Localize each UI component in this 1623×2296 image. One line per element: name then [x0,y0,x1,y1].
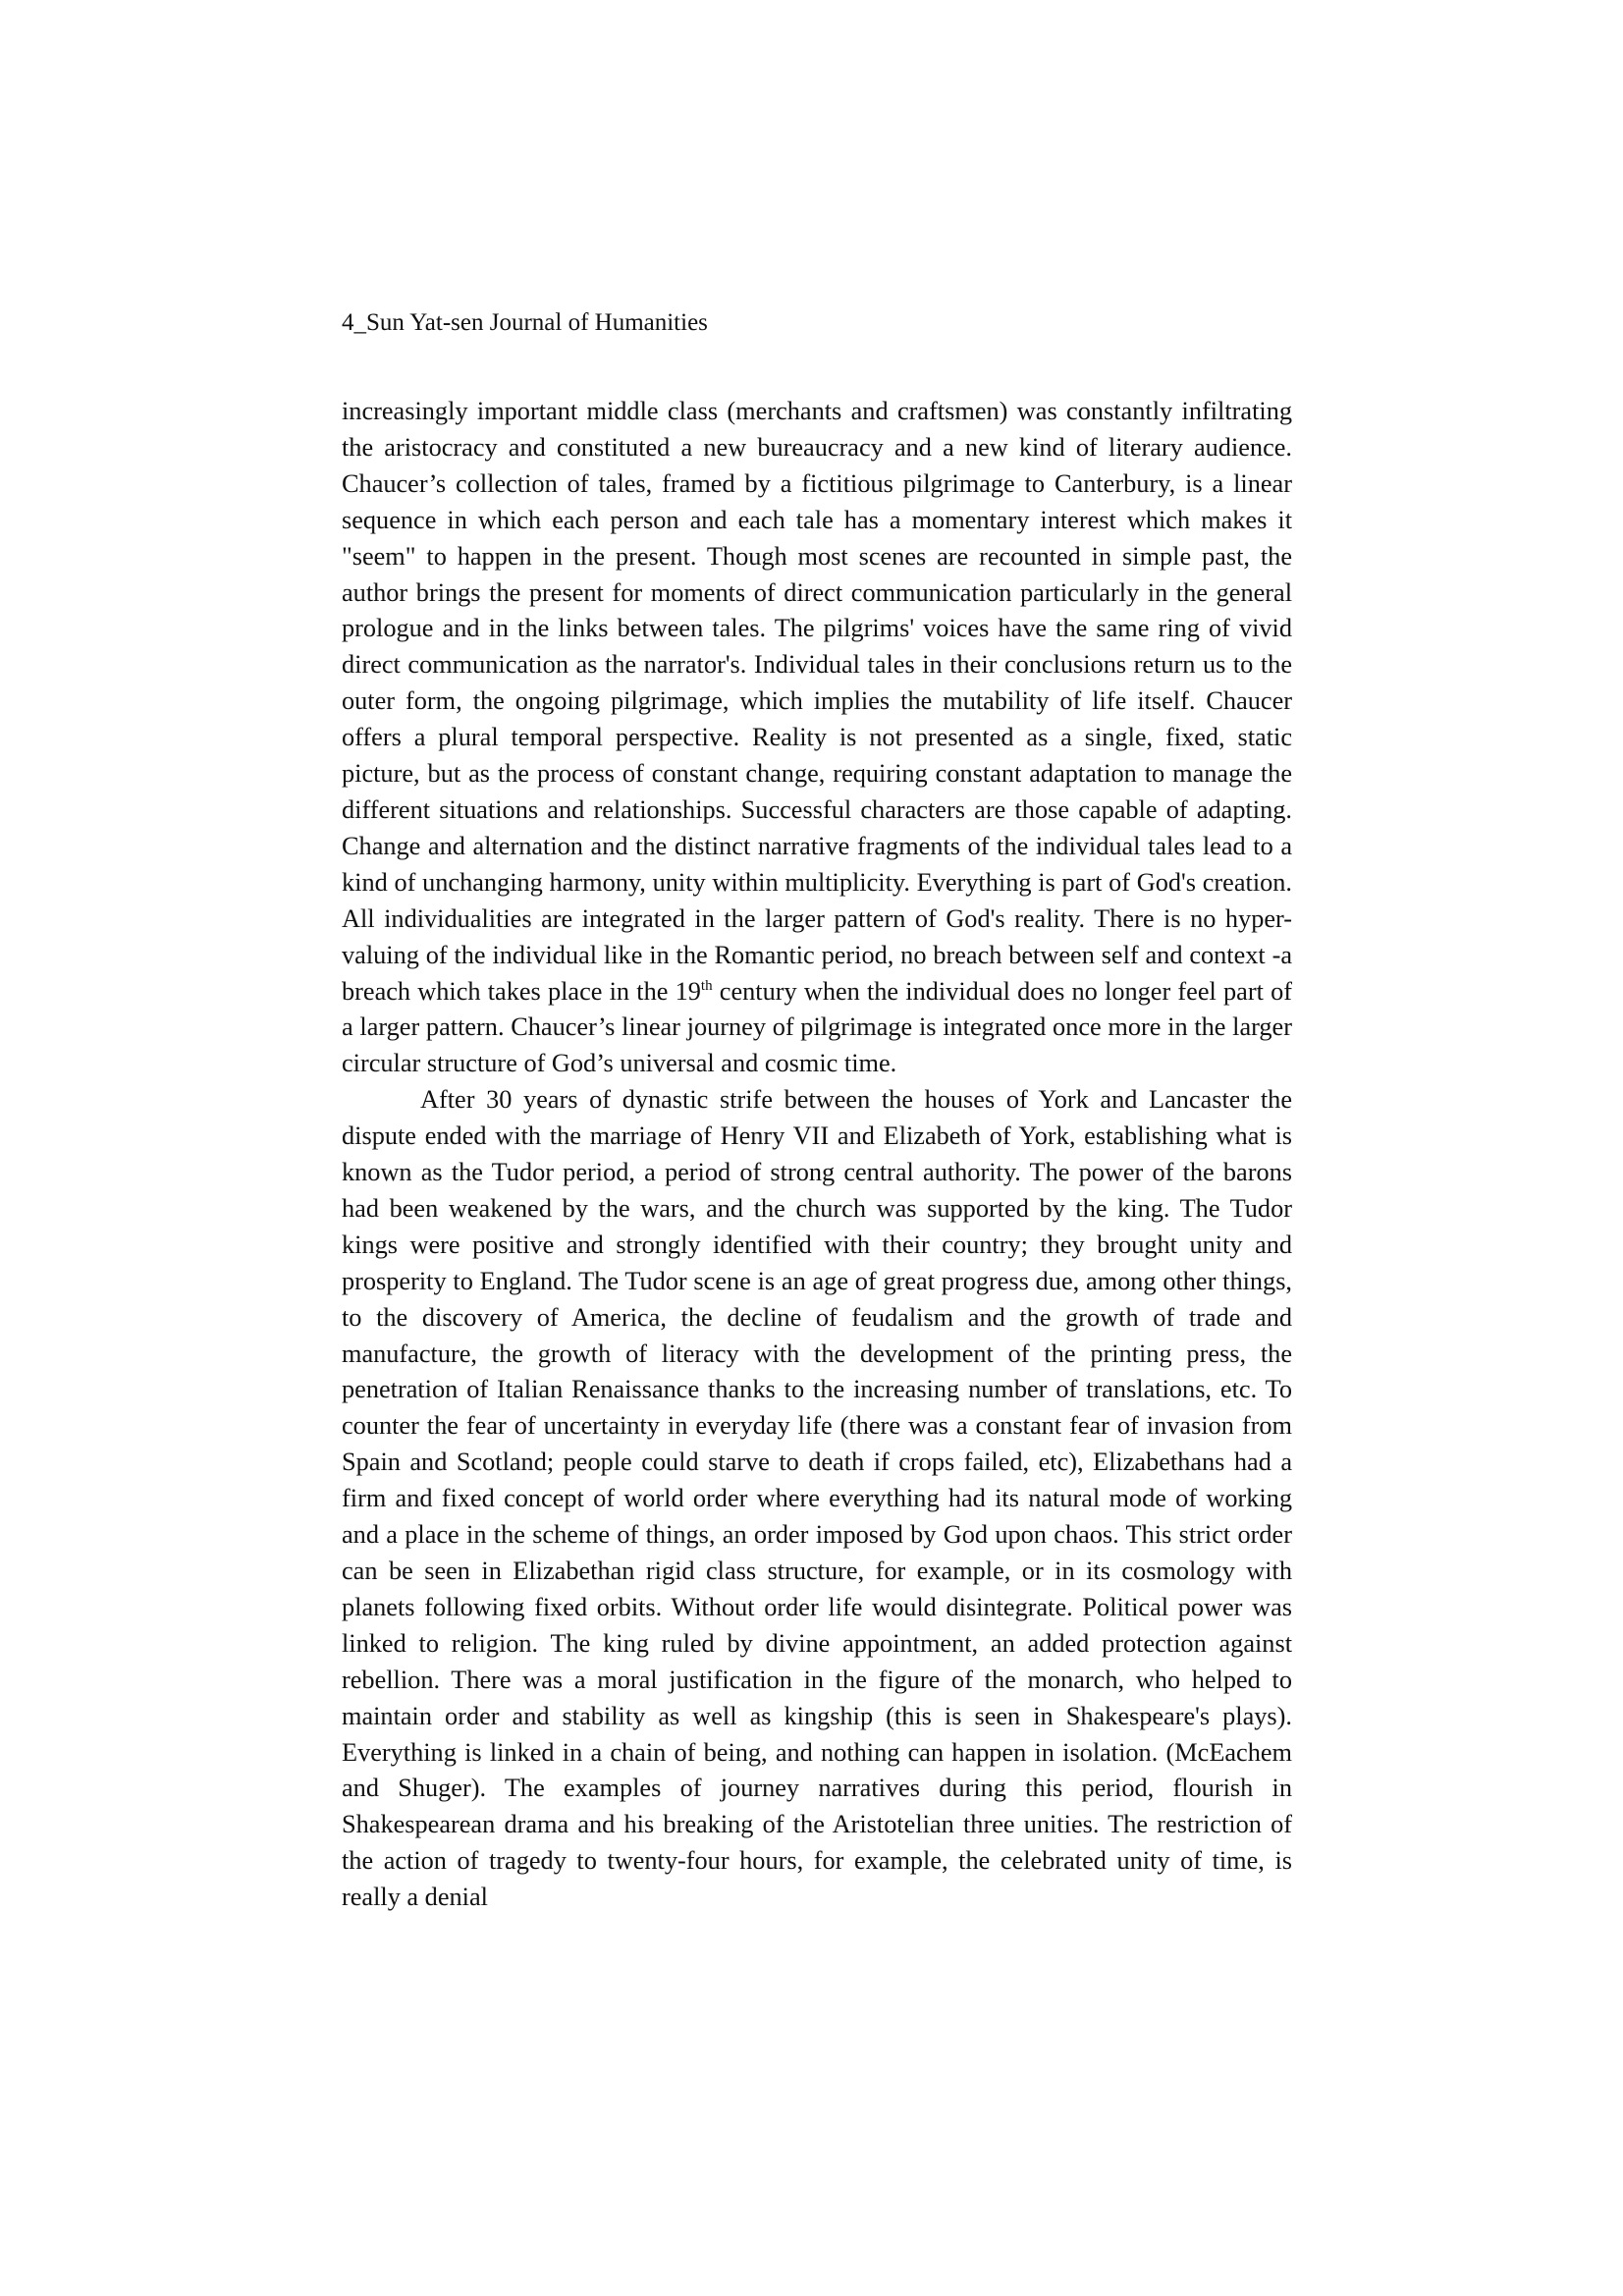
paragraph-1-text-a: increasingly important middle class (merchants and craftsmen) was constantly infiltrating the aristocracy and constituted a new bureaucracy and a new kind of literary audience. Chaucer’s collection of tales, framed by a fictitious pilgrimage to Canterbury, is a linear sequence in which each person and each tale has a momentary interest which makes it "seem" to happen in the present. Though most scenes are recounted in simple past, the author brings the present for moments of direct communication particularly in the general prologue and in the links between tales. The pilgrims' voices have the same ring of vivid direct communication as the narrator's. Individual tales in their conclusions return us to the outer form, the ongoing pilgrimage, which implies the mutability of life itself. Chaucer offers a plural temporal perspective. Reality is not presented as a single, fixed, static picture, but as the process of constant change, requiring constant adaptation to manage the different situations and relationships. Successful characters are those capable of adapting. Change and alternation and the distinct narrative fragments of the individual tales lead to a kind of unchanging harmony, unity within multiplicity. Everything is part of God's creation. All individualities are integrated in the larger pattern of God's reality. There is no hyper-valuing of the individual like in the Romantic period, no breach between self and context -a breach which takes place in the 19 [342,397,1292,1006]
ordinal-superscript: th [700,977,713,994]
paragraph-1-text-b: century when the individual does no longer feel part of a larger pattern. Chaucer’s linear journey of pilgrimage is integrated once more in the larger circular structure of God’s universal and cosmic time. [342,976,1292,1078]
paragraph-1 [342,394,1292,1082]
body-text [342,394,1292,1916]
running-head: 4_Sun Yat-sen Journal of Humanities [342,309,708,336]
paragraph-2: After 30 years of dynastic strife between the houses of York and Lancaster the dispute ended with the marriage of Henry VII and Elizabeth of York, establishing what is known as the Tudor period, a period of strong central authority. The power of the barons had been weakened by the wars, and the church was supported by the king. The Tudor kings were positive and strongly identified with their country; they brought unity and prosperity to England. The Tudor scene is an age of great progress due, among other things, to the discovery of America, the decline of feudalism and the growth of trade and manufacture, the growth of literacy with the development of the printing press, the penetration of Italian Renaissance thanks to the increasing number of translations, etc. To counter the fear of uncertainty in everyday life (there was a constant fear of invasion from Spain and Scotland; people could starve to death if crops failed, etc), Elizabethans had a firm and fixed concept of world order where everything had its natural mode of working and a place in the scheme of things, an order imposed by God upon chaos. This strict order can be seen in Elizabethan rigid class structure, for example, or in its cosmology with planets following fixed orbits. Without order life would disintegrate. Political power was linked to religion. The king ruled by divine appointment, an added protection against rebellion. There was a moral justification in the figure of the monarch, who helped to maintain order and stability as well as kingship (this is seen in Shakespeare's plays). Everything is linked in a chain of being, and nothing can happen in isolation. (McEachem and Shuger). The examples of journey narratives during this period, flourish in Shakespearean drama and his breaking of the Aristotelian three unities. The restriction of the action of tragedy to twenty-four hours, for example, the celebrated unity of time, is really a denial [342,1085,1292,1912]
